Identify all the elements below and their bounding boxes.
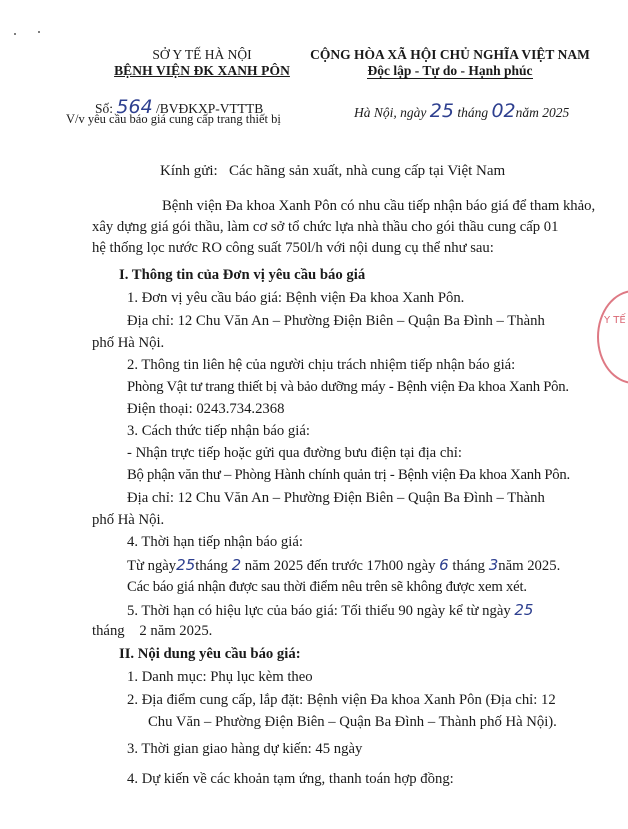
recipient-line: [160, 163, 505, 180]
period-to-month-label: tháng: [452, 558, 486, 574]
country-name: CỘNG HÒA XÃ HỘI CHỦ NGHĨA VIỆT NAM: [310, 47, 590, 62]
section-1-item-5-line-2: [92, 623, 212, 640]
section-1-address-2b: phố Hà Nội.: [92, 512, 165, 528]
date-year: năm 2025: [515, 105, 570, 120]
date-month: 02: [491, 100, 516, 122]
section-1-method: - Nhận trực tiếp hoặc gửi qua đường bưu điện tại địa chỉ:: [127, 445, 462, 461]
document-subject: V/v yêu cầu báo giá cung cấp trang thiết bị: [66, 112, 281, 126]
period-from-day: 25: [176, 556, 196, 574]
section-1-item-3: 3. Cách thức tiếp nhận báo giá:: [127, 423, 310, 439]
section-1-address-1b: phố Hà Nội.: [92, 335, 165, 351]
section-2-item-1: 1. Danh mục: Phụ lục kèm theo: [127, 669, 313, 685]
section-1-item-4: 4. Thời hạn tiếp nhận báo giá:: [127, 534, 303, 550]
section-1-item-1: 1. Đơn vị yêu cầu báo giá: Bệnh viện Đa khoa Xanh Pôn.: [127, 290, 465, 306]
section-1-late-note: Các báo giá nhận được sau thời điểm nêu trên sẽ không được xem xét.: [127, 579, 527, 595]
scan-speck: [14, 33, 16, 35]
section-1-item-2: 2. Thông tin liên hệ của người chịu trách nhiệm tiếp nhận báo giá:: [127, 357, 516, 373]
section-1-item-5: [127, 601, 533, 620]
item-5-text: 5. Thời hạn có hiệu lực của báo giá: Tối thiểu 90 ngày kể từ ngày: [127, 603, 511, 619]
section-1-title: I. Thông tin của Đơn vị yêu cầu báo giá: [119, 267, 366, 283]
section-1-office: Bộ phận văn thư – Phòng Hành chính quản trị - Bệnh viện Đa khoa Xanh Pôn.: [127, 467, 570, 483]
stamp-text: Y TẾ: [604, 315, 626, 326]
period-from-month: 2: [231, 556, 242, 574]
recipient-name: Các hãng sản xuất, nhà cung cấp tại Việt Nam: [228, 163, 506, 179]
period-from-label: Từ ngày: [127, 558, 177, 574]
section-1-period: [127, 556, 560, 575]
period-end: năm 2025.: [498, 558, 561, 574]
section-2-item-4: 4. Dự kiến về các khoản tạm ứng, thanh toán hợp đồng:: [127, 771, 454, 787]
scan-speck: [38, 31, 40, 33]
number-handwritten: 564: [116, 96, 153, 118]
number-prefix: Số:: [95, 101, 114, 116]
section-2-title: II. Nội dung yêu cầu báo giá:: [119, 646, 301, 662]
header-left: [72, 47, 332, 79]
date-day: 25: [429, 100, 454, 122]
item-5-month: 2: [139, 623, 147, 639]
period-to-day: 6: [439, 556, 449, 574]
intro-line-3: hệ thống lọc nước RO công suất 750l/h với nội dung cụ thể như sau:: [92, 240, 494, 256]
item-5-month-label: tháng: [92, 623, 125, 639]
section-1-address-1a: Địa chỉ: 12 Chu Văn An – Phường Điện Biên – Quận Ba Đình – Thành: [127, 313, 545, 329]
header-right: [300, 47, 600, 79]
intro-line-1: Bệnh viện Đa khoa Xanh Pôn có nhu cầu tiếp nhận báo giá để tham khảo,: [162, 198, 596, 214]
national-motto: Độc lập - Tự do - Hạnh phúc: [367, 63, 533, 78]
date-month-label: tháng: [457, 105, 489, 120]
recipient-label: Kính gửi:: [160, 163, 218, 179]
section-2-item-2b: Chu Văn – Phường Điện Biên – Quận Ba Đình – Thành phố Hà Nội).: [148, 714, 557, 730]
red-stamp: [597, 290, 628, 384]
date-place: Hà Nội, ngày: [354, 105, 427, 120]
section-1-phone: Điện thoại: 0243.734.2368: [127, 401, 285, 417]
department-name: SỞ Y TẾ HÀ NỘI: [152, 47, 252, 62]
section-1-address-2a: Địa chỉ: 12 Chu Văn An – Phường Điện Biên – Quận Ba Đình – Thành: [127, 490, 545, 506]
section-2-item-2a: 2. Địa điểm cung cấp, lắp đặt: Bệnh viện Đa khoa Xanh Pôn (Địa chỉ: 12: [127, 692, 556, 708]
intro-line-2: xây dựng giá gói thầu, làm cơ sở tổ chức lựa nhà thầu cho gói thầu cung cấp 01: [92, 219, 559, 235]
period-mid: năm 2025 đến trước 17h00 ngày: [244, 558, 436, 574]
date-line: [354, 100, 569, 122]
number-suffix: /BVĐKXP-VTTTB: [156, 101, 264, 116]
hospital-name: BỆNH VIỆN ĐK XANH PÔN: [114, 63, 290, 78]
period-from-month-label: tháng: [195, 558, 228, 574]
item-5-year: năm 2025.: [150, 623, 213, 639]
item-5-day: 25: [514, 601, 534, 619]
section-2-item-3: 3. Thời gian giao hàng dự kiến: 45 ngày: [127, 741, 363, 757]
section-1-department: Phòng Vật tư trang thiết bị và bảo dưỡng máy - Bệnh viện Đa khoa Xanh Pôn.: [127, 379, 569, 395]
period-to-month: 3: [488, 556, 499, 574]
